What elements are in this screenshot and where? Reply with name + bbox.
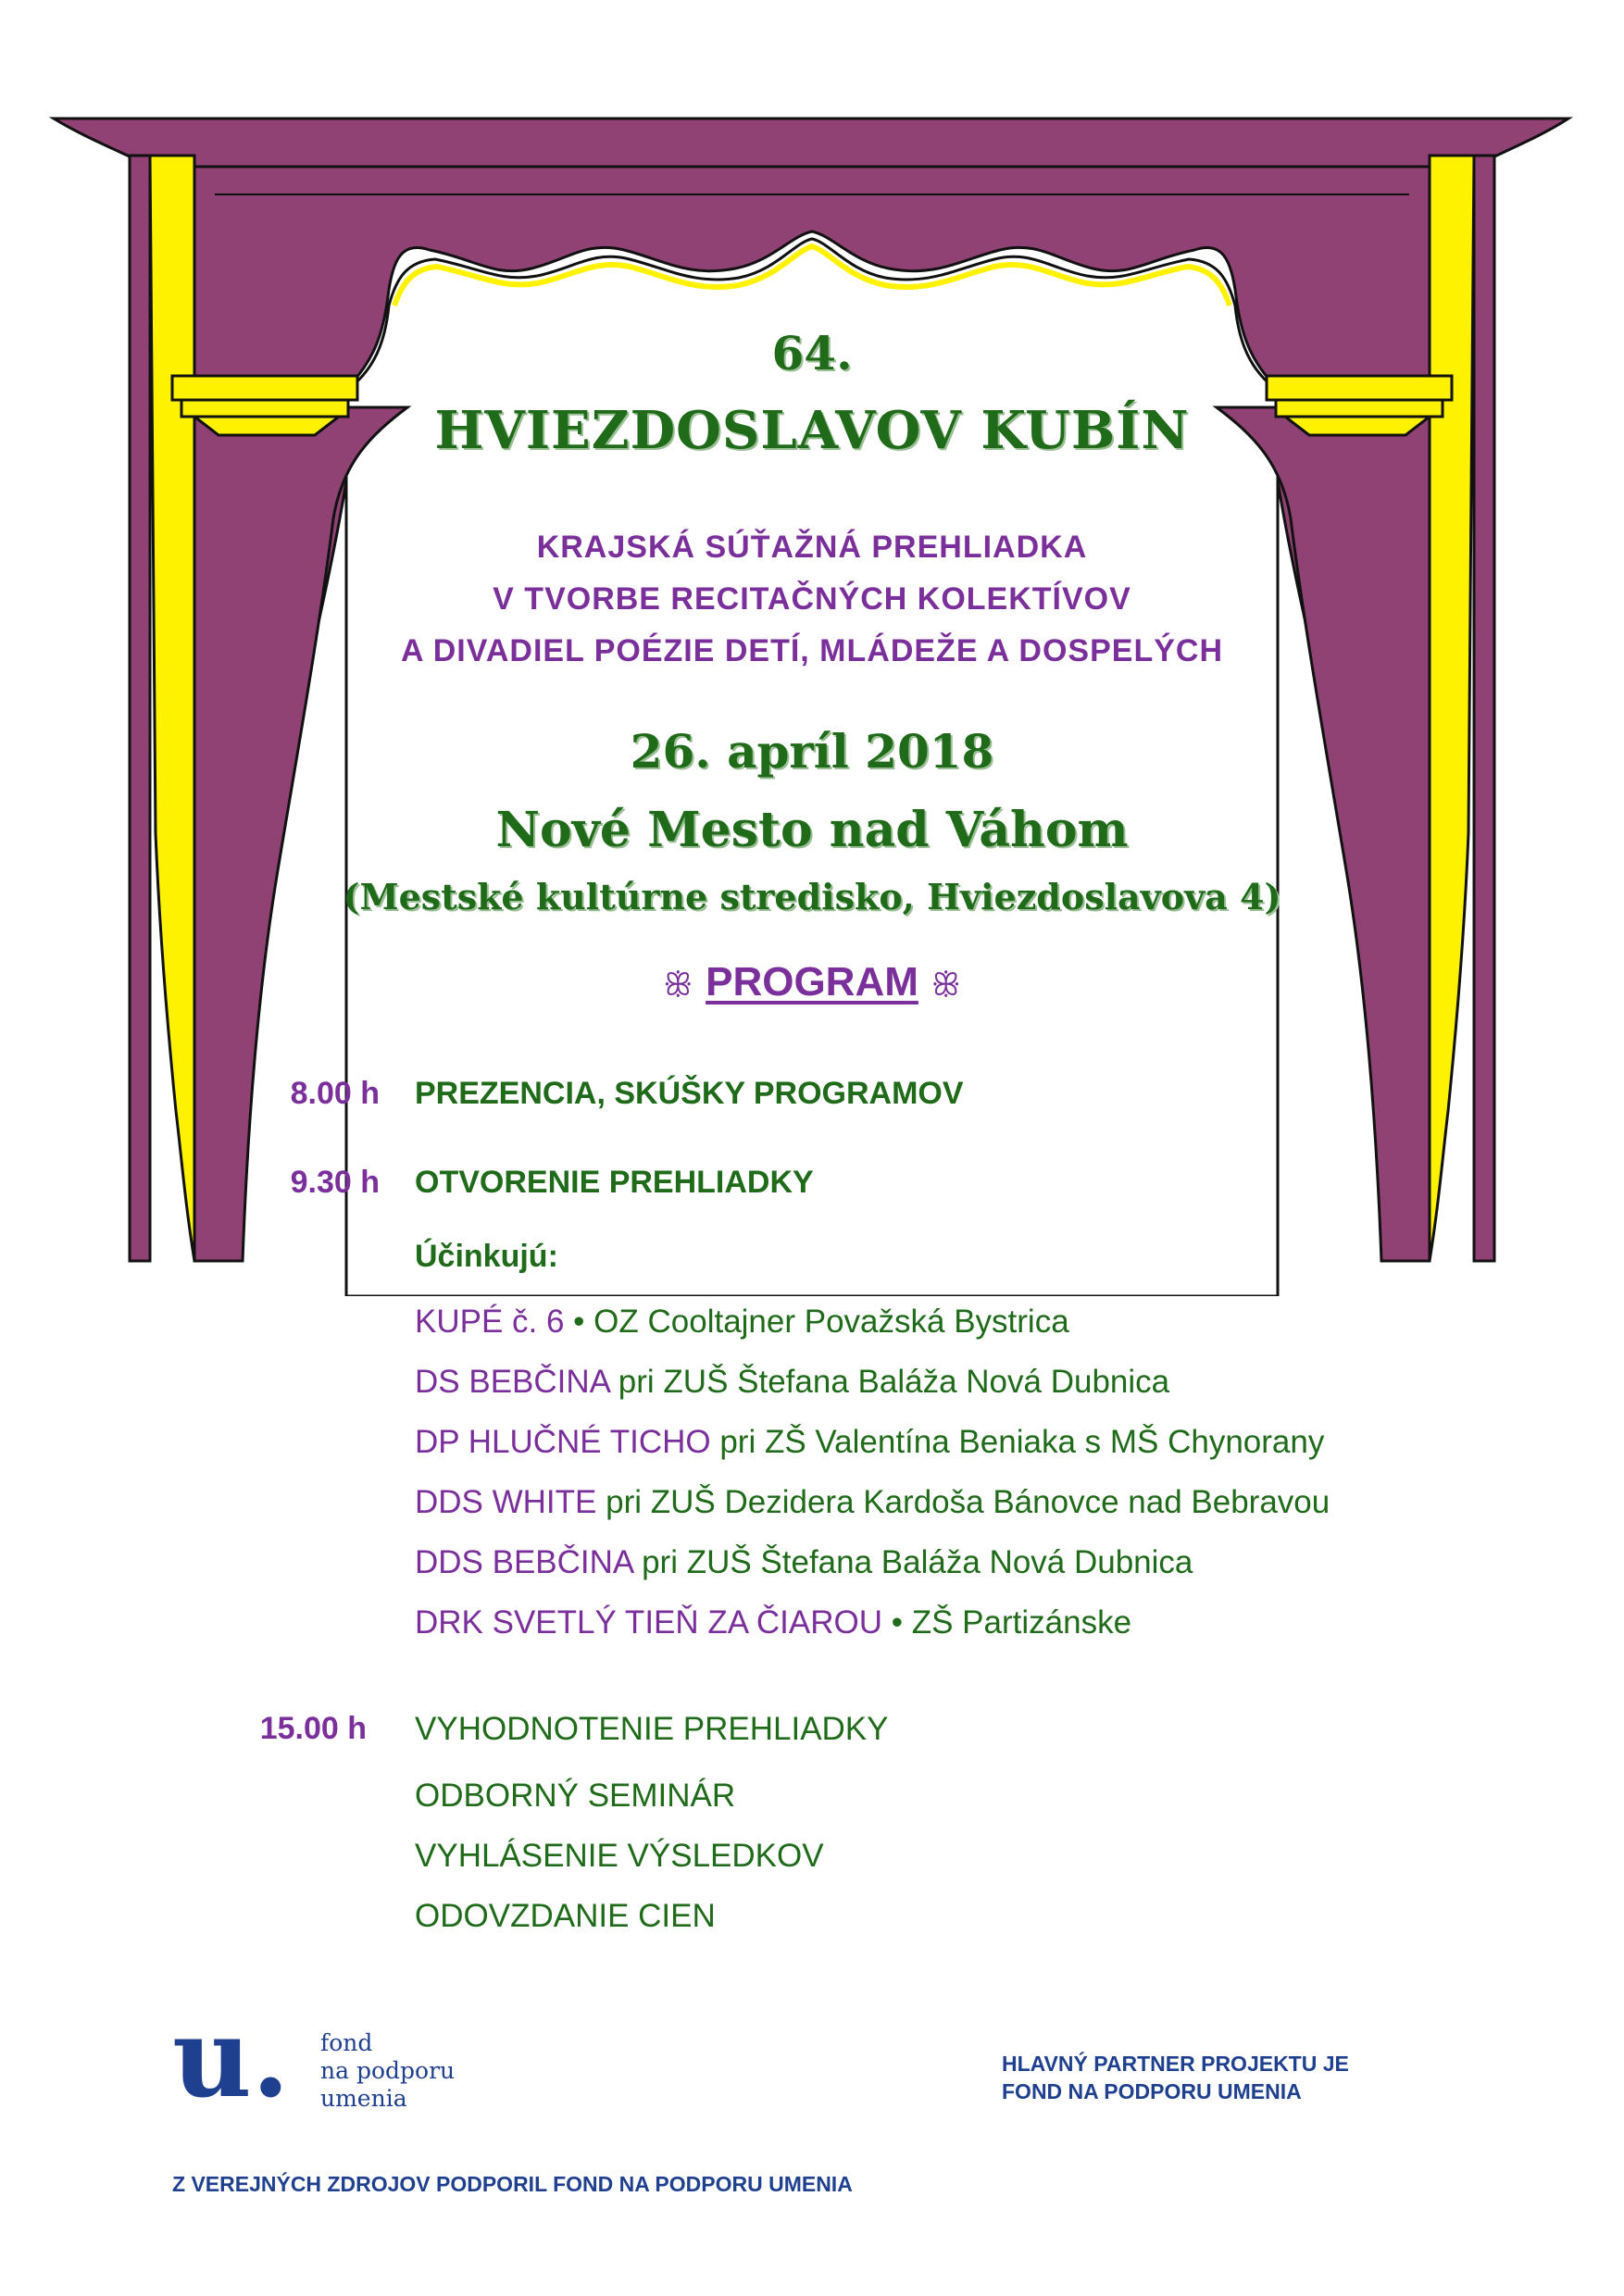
performer-affiliation: pri ZUŠ Dezidera Kardoša Bánovce nad Bebravou [596,1484,1330,1520]
performer-item [415,1604,1131,1641]
edition-number: 64. [771,326,853,381]
curtain-cornice [54,119,1568,167]
closing-item: VYHLÁSENIE VÝSLEDKOV [415,1838,824,1874]
performer-affiliation: pri ZŠ Valentína Beniaka s MŠ Chynorany [710,1424,1325,1460]
event-venue: (Mestské kultúrne stredisko, Hviezdoslavova 4) [343,876,1281,917]
logo-line: umenia [320,2085,407,2112]
closing-item: ODOVZDANIE CIEN [415,1898,716,1934]
performer-ensemble: DS BEBČINA [415,1364,610,1400]
performer-ensemble: DDS WHITE [415,1484,597,1520]
partner-note [1002,2050,1349,2105]
fpu-logo [172,1993,654,2122]
slot-activity: VYHODNOTENIE PREHLIADKY [415,1711,889,1747]
ornament-right-icon: ꕥ [931,967,961,1004]
performer-ensemble: DP HLUČNÉ TICHO [415,1424,711,1460]
performer-affiliation: • ZŠ Partizánske [882,1604,1132,1641]
left-outer-column [130,156,150,1261]
performer-affiliation: pri ZUŠ Štefana Baláža Nová Dubnica [609,1364,1170,1400]
subtitle-line-2: V TVORBE RECITAČNÝCH KOLEKTÍVOV [493,581,1131,617]
partner-line: HLAVNÝ PARTNER PROJEKTU JE [1002,2052,1349,2076]
slot-time: 15.00 h [259,1711,367,1746]
performer-ensemble: KUPÉ č. 6 [415,1304,565,1340]
performer-item [415,1364,1169,1401]
performer-affiliation: pri ZUŠ Štefana Baláža Nová Dubnica [632,1544,1193,1580]
event-title: HVIEZDOSLAVOV KUBÍN [434,400,1190,461]
funding-footer: Z VEREJNÝCH ZDROJOV PODPORIL FOND NA PODPORU UMENIA [172,2172,853,2196]
subtitle-line-3: A DIVADIEL POÉZIE DETÍ, MLÁDEŽE A DOSPELÝCH [400,633,1224,668]
performer-item [415,1484,1330,1521]
performers-label: Účinkujú: [415,1239,558,1274]
left-gold-column [150,156,194,1261]
performer-item [415,1424,1324,1461]
slot-time: 9.30 h [290,1165,380,1200]
event-city: Nové Mesto nad Váhom [495,802,1129,858]
performer-ensemble: DDS BEBČINA [415,1544,633,1580]
logo-letter: u. [172,1993,290,2122]
closing-item: ODBORNÝ SEMINÁR [415,1778,736,1814]
slot-time: 8.00 h [290,1076,380,1111]
slot-activity: PREZENCIA, SKÚŠKY PROGRAMOV [415,1076,964,1111]
logo-line: na podporu [320,2057,456,2084]
performer-item [415,1304,1069,1341]
subtitle-line-1: KRAJSKÁ SÚŤAŽNÁ PREHLIADKA [536,530,1088,565]
ornament-left-icon: ꕥ [663,967,693,1004]
logo-line: fond [320,2029,373,2056]
performer-ensemble: DRK SVETLÝ TIEŇ ZA ČIAROU [415,1604,883,1641]
logo-text [320,2029,455,2113]
program-label: PROGRAM [706,959,918,1004]
event-date: 26. apríl 2018 [630,724,994,779]
right-outer-column [1474,156,1494,1261]
performer-affiliation: • OZ Cooltajner Považská Bystrica [564,1304,1069,1340]
program-heading [0,959,1624,1005]
slot-activity: OTVORENIE PREHLIADKY [415,1165,814,1200]
partner-line: FOND NA PODPORU UMENIA [1002,2079,1302,2103]
right-gold-column [1430,156,1474,1261]
performer-item [415,1544,1193,1581]
